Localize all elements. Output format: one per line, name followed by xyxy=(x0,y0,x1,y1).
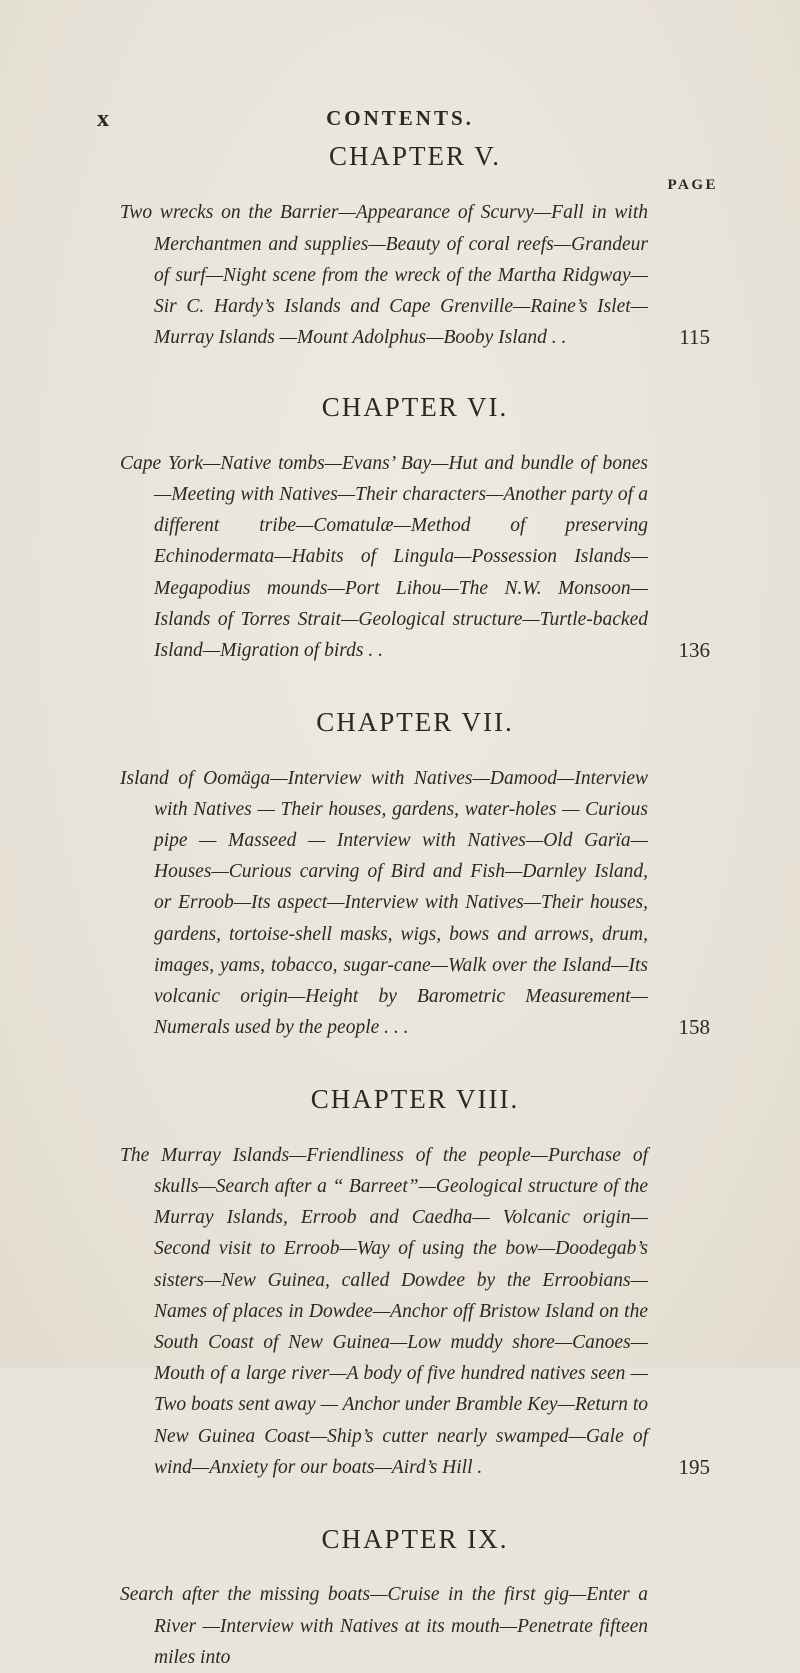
running-title: CONTENTS. xyxy=(326,106,474,130)
chapter-summary xyxy=(120,763,710,1044)
chapter-entry-6 xyxy=(120,391,710,666)
page-number: 136 xyxy=(678,638,710,663)
chapter-entry-5 xyxy=(120,140,718,353)
running-head xyxy=(0,106,800,136)
chapter-heading: CHAPTER V. xyxy=(328,141,502,171)
chapter-heading: CHAPTER VII. xyxy=(316,707,514,738)
chapter-summary xyxy=(120,1579,710,1673)
chapter-summary-text: Island of Oomäga—Interview with Natives—Damood—Interview with Natives — Their houses, gardens, water-holes — Curious pipe — Masseed — Interview with Natives—Old Garïa—Houses—Curious carving of Bird and Fish—Darnley Island, or Erroob—Its aspect—Interview with Natives—Their houses, gardens, tortoise-shell masks, wigs, bows and arrows, drum, images, yams, tobacco, sugar-cane—Walk over the Island—Its volcanic origin—Height by Barometric Measurement—Numerals used by the people . . . xyxy=(120,767,648,1039)
chapter-summary xyxy=(120,197,710,353)
chapter-heading: CHAPTER IX. xyxy=(321,1524,509,1555)
chapter-summary-text: Search after the missing boats—Cruise in the first gig—Enter a River —Interview with Natives at its mouth—Penetrate fifteen miles into xyxy=(120,1584,648,1668)
page-number: 115 xyxy=(679,325,710,350)
chapter-heading: CHAPTER VIII. xyxy=(310,1084,520,1115)
page-column-label: PAGE xyxy=(667,177,718,194)
chapter-summary xyxy=(120,1140,710,1483)
chapter-entry-8 xyxy=(120,1083,710,1483)
chapter-entry-7 xyxy=(120,706,710,1043)
chapter-summary-text: Cape York—Native tombs—Evans’ Bay—Hut and bundle of bones—Meeting with Natives—Their characters—Another party of a different tribe—Comatulæ—Method of preserving Echinodermata—Habits of Lingula—Possession Islands—Megapodius mounds—Port Lihou—The N.W. Monsoon—Islands of Torres Strait—Geological structure—Turtle-backed Island—Migration of birds . . xyxy=(120,452,648,662)
chapter-entry-9 xyxy=(120,1523,710,1673)
page-number: 195 xyxy=(678,1454,710,1479)
chapter-summary-text: Two wrecks on the Barrier—Appearance of Scurvy—Fall in with Merchantmen and supplies—Beauty of coral reefs—Grandeur of surf—Night scene from the wreck of the Martha Ridgway—Sir C. Hardy’s Islands and Cape Grenville—Raine’s Islet—Murray Islands —Mount Adolphus—Booby Island . . xyxy=(120,202,648,349)
chapter-heading: CHAPTER VI. xyxy=(321,392,509,423)
contents-list xyxy=(120,140,718,1673)
page-folio: x xyxy=(97,106,110,132)
chapter-summary-text: The Murray Islands—Friendliness of the people—Purchase of skulls—Search after a “ Barreet”—Geological structure of the Murray Islands, Erroob and Caedha— Volcanic origin—Second visit to Erroob—Way of using the bow—Doodegab’s sisters—New Guinea, called Dowdee by the Erroobians—Names of places in Dowdee—Anchor off Bristow Island on the South Coast of New Guinea—Low muddy shore—Canoes—Mouth of a large river—A body of five hundred natives seen — Two boats sent away — Anchor under Bramble Key—Return to New Guinea Coast—Ship’s cutter nearly swamped—Gale of wind—Anxiety for our boats—Aird’s Hill . xyxy=(120,1144,648,1478)
page-number: 158 xyxy=(678,1015,710,1040)
chapter-summary xyxy=(120,448,710,666)
